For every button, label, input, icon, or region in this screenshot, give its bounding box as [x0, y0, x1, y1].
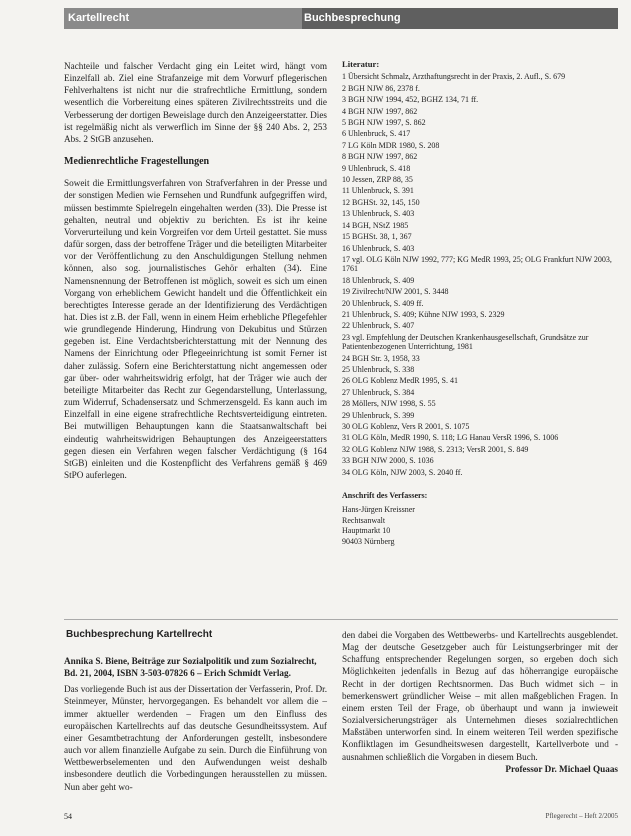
literature-item: 2 BGH NJW 86, 2378 f. — [342, 83, 420, 93]
literature-item: 19 Zivilrecht/NJW 2001, S. 3448 — [342, 287, 449, 297]
literature-item: 6 Uhlenbruck, S. 417 — [342, 129, 411, 139]
literature-item: 14 BGH, NStZ 1985 — [342, 220, 409, 230]
literature-item: 4 BGH NJW 1997, 862 — [342, 106, 418, 116]
section-header-kartellrecht: Kartellrecht — [64, 8, 302, 29]
literature-item: 31 OLG Köln, MedR 1990, S. 118; LG Hanau VersR 1996, S. 1006 — [342, 433, 559, 443]
literature-item: 16 Uhlenbruck, S. 403 — [342, 243, 415, 253]
literature-item: 22 Uhlenbruck, S. 407 — [342, 321, 415, 331]
review-paragraph: Das vorliegende Buch ist aus der Dissertation der Verfasserin, Prof. Dr. Steinmeyer, Münster, hervorgegangen. Es behandelt vor allem die – immer aktueller werdenden – Fragen um den Einfluss des europäischen Kartellrechts auf das deutsche Gesundheitssystem. Auf einer Gesamtbetrachtung der Anforderungen gestellt, insbesondere auch vor allem finanzielle Aufgabe zu sein. Durch die Einführung von Wettbewerbselementen und den Aufwendungen weist deshalb insbesondere deutlich die Vorbedingungen herausstellen zu müssen. Nun aber geht wo- — [64, 684, 327, 792]
literature-item: 28 Möllers, NJW 1998, S. 55 — [342, 399, 436, 409]
literature-item: 30 OLG Koblenz, Vers R 2001, S. 1075 — [342, 422, 470, 431]
author-address-line: Rechtsanwalt — [342, 515, 386, 525]
literature-item: 1 Übersicht Schmalz, Arzthaftungsrecht in der Praxis, 2. Aufl., S. 679 — [342, 72, 566, 82]
review-paragraph: den dabei die Vorgaben des Wettbewerbs- und Kartellrechts ausgeblendet. Mag der deutsche Gesetzgeber auch für Leistungserbringer mit der Schaffung entsprechender Regelungen sorgen, so ergeben doch sich Möglichkeiten jedenfalls in Bezug auf das höherrangige europäische Recht in der dortigen Rechtsnormen. Das Buch widmet sich – in bemerkenswert gründlicher Weise – mit allen maßgeblichen Fragen. In einem ersten Teil der Frage, ob überhaupt und wann ja inwieweit Sozialversicherungsträger als Unternehmen dieses sozialrechtlichen Maßstäben unterworfen sind. In einem weiteren Teil werden spezifische Konfliktlagen im Gesundheitswesen dargestellt, Kartellverbote und -ausnahmen schließlich die Vorgaben in diesem Buch. — [342, 630, 618, 762]
review-right-column — [342, 629, 618, 775]
literature-item: 20 Uhlenbruck, S. 409 ff. — [342, 298, 424, 308]
section-divider — [64, 619, 618, 620]
literature-item: 18 Uhlenbruck, S. 409 — [342, 275, 415, 285]
article-paragraph: Nachteile und falscher Verdacht ging ein Leitet wird, hängt vom Einzelfall ab. Ziel eine Strafanzeige mit dem Vorwurf pflegerischen Fehlverhaltens ist nicht nur die strafrechtliche Ermittlung, sondern wesentlich die Vorbereitung eines späteren Zivilrechtsstreits und die Verbesserung der dortigen Beweislage durch den Anzeigeerstatter. Dies ist regelmäßig nicht als verwerflich im Sinne der §§ 240 Abs. 2, 253 Abs. 2 StGB anzusehen. — [64, 61, 327, 144]
section-heading: Medienrechtliche Fragestellungen — [64, 156, 210, 168]
article-paragraph: Soweit die Ermittlungsverfahren von Strafverfahren in der Presse und der sonstigen Medien wie Fernsehen und Rundfunk aufgegriffen wird, müssen bestimmte Spielregeln eingehalten werden (33). Die Presse ist gehalten, neutral und objektiv zu berichten. Es ist ihr keine Vorverurteilung und kein Vorgreifen vor dem Urteil gestattet. Sie muss dafür sorgen, dass der betroffene Träger und die beteiligten Mitarbeiter vor der Veröffentlichung zu den Anschuldigungen Stellung nehmen können, also sog. journalistisches Gehör erhalten (34). Eine Namensnennung der Betroffenen ist möglich, soweit es sich um einen Vorgang von erheblichem Gewicht handelt und die Öffentlichkeit ein berechtigtes Interesse gerade an der Identifizierung des Verdächtigen hat. Dies ist z.B. der Fall, wenn in einem Heim erhebliche Pflegefehler wie grundlegende Hinderung, Hindrung von Dekubitus und Stürzen gegeben ist. Eine Verdachtsberichterstattung mit der Nennung des Namens der Einrichtung oder Pflegeeinrichtung ist somit Ferner ist daher zulässig. Sofern eine Berichterstattung nicht angemessen oder gar über- oder wahrheitswidrig erfolgt, hat der Träger wie auch der beteiligte Mitarbeiter das Recht zur Gegendarstellung, Unterlassung, zum Widerruf, Schadensersatz und Schmerzensgeld. Es kann auch im Einzelfall in eine eigene strafrechtliche Rechtsverteidigung eintreten. Bei mutwilligen Behauptungen kann die Staatsanwaltschaft bei eindeutig wahrheitswidrigen Behauptungen des Anzeigeerstatters gegen diesen ein Verfahren wegen falscher Verdächtigung (§ 164 StGB) einleiten und die Kostenpflicht des Verfahrens gemäß § 469 StPO auferlegen. — [64, 178, 327, 480]
literature-item: 15 BGHSt. 38, 1, 367 — [342, 232, 412, 242]
author-address-line: 90403 Nürnberg — [342, 536, 395, 546]
review-left-column — [64, 655, 327, 793]
author-address-line: Hans-Jürgen Kreissner — [342, 505, 415, 515]
review-heading: Buchbesprechung Kartellrecht — [66, 629, 213, 640]
literature-column — [342, 60, 618, 547]
literature-item: 8 BGH NJW 1997, 862 — [342, 152, 418, 162]
article-left-column — [64, 60, 327, 481]
literature-item: 13 Uhlenbruck, S. 403 — [342, 209, 415, 219]
literature-item: 7 LG Köln MDR 1980, S. 208 — [342, 140, 440, 150]
literature-item: 10 Jessen, ZRP 88, 35 — [342, 175, 413, 185]
literature-item: 23 vgl. Empfehlung der Deutschen Krankenhausgesellschaft, Grundsätze zur Patientenbezogenen Unterrichtung, 1981 — [342, 332, 589, 352]
literature-item: 17 vgl. OLG Köln NJW 1992, 777; KG MedR 1993, 25; OLG Frankfurt NJW 2003, 1761 — [342, 254, 612, 274]
literature-item: 26 OLG Koblenz MedR 1995, S. 41 — [342, 376, 458, 386]
author-address-line: Hauptmarkt 10 — [342, 526, 391, 536]
author-address-title: Anschrift des Verfassers: — [342, 491, 428, 501]
literature-item: 34 OLG Köln, NJW 2003, S. 2040 ff. — [342, 467, 463, 477]
journal-footer: Pflegerecht – Heft 2/2005 — [545, 812, 618, 820]
literature-item: 12 BGHSt. 32, 145, 150 — [342, 197, 420, 207]
reviewer-signature: Professor Dr. Michael Quaas — [505, 763, 618, 774]
literature-item: 24 BGH Str. 3, 1958, 33 — [342, 353, 420, 363]
literature-item: 9 Uhlenbruck, S. 418 — [342, 163, 411, 173]
literature-item: 11 Uhlenbruck, S. 391 — [342, 186, 414, 196]
literature-item: 32 OLG Koblenz NJW 1988, S. 2313; VersR 2001, S. 849 — [342, 444, 529, 454]
section-header-buchbesprechung: Buchbesprechung — [302, 8, 618, 29]
literature-list — [342, 72, 618, 477]
literature-item: 27 Uhlenbruck, S. 384 — [342, 387, 415, 397]
literature-item: 33 BGH NJW 2000, S. 1036 — [342, 456, 434, 466]
literature-title: Literatur: — [342, 59, 380, 69]
literature-item: 3 BGH NJW 1994, 452, BGHZ 134, 71 ff. — [342, 95, 479, 105]
page-number: 54 — [64, 812, 72, 821]
literature-item: 5 BGH NJW 1997, S. 862 — [342, 118, 426, 128]
book-citation: Annika S. Biene, Beiträge zur Sozialpolitik und zum Sozialrecht, Bd. 21, 2004, ISBN 3-503-07826 6 – Erich Schmidt Verlag. — [64, 656, 317, 679]
literature-item: 21 Uhlenbruck, S. 409; Kühne NJW 1993, S. 2329 — [342, 309, 505, 319]
literature-item: 25 Uhlenbruck, S. 338 — [342, 364, 415, 374]
literature-item: 29 Uhlenbruck, S. 399 — [342, 410, 415, 420]
